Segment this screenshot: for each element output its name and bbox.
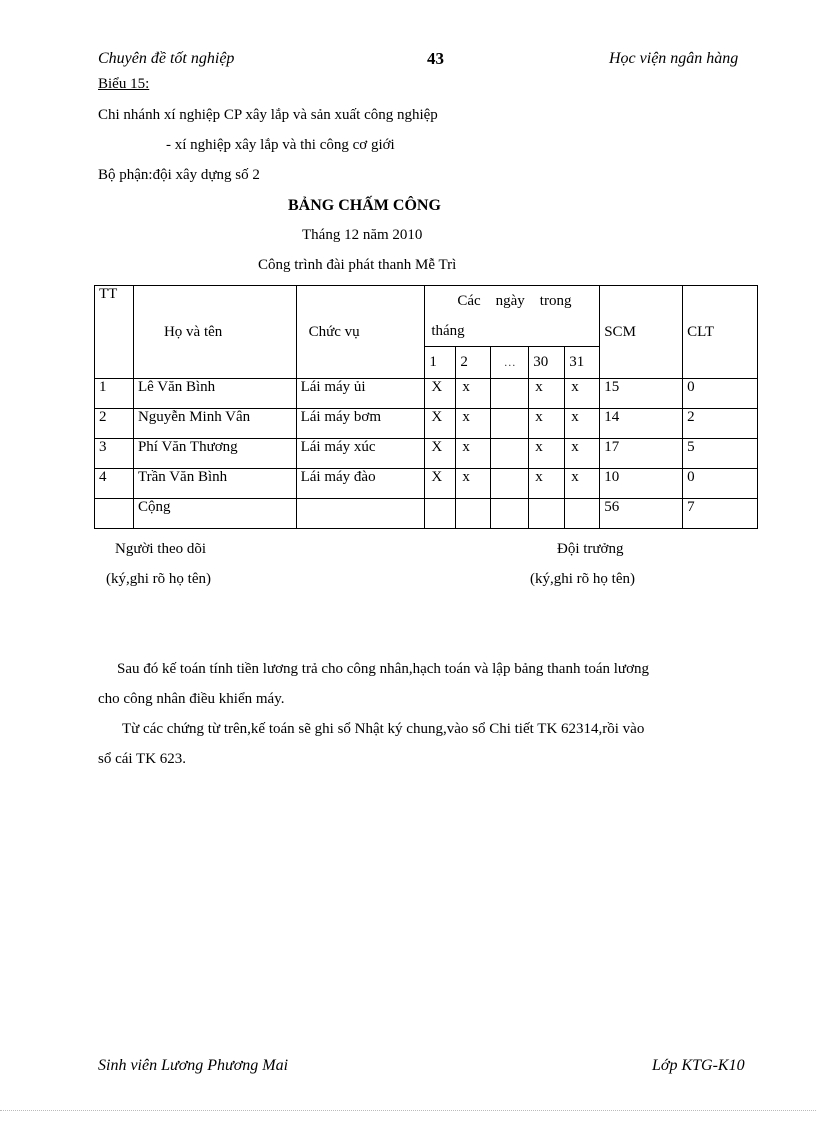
cell-d30: x [529,409,565,439]
cell-d31: x [565,409,600,439]
cell-clt: 2 [683,409,758,439]
day-header: 31 [565,347,600,379]
header-scm: SCM [600,286,683,379]
cell-d1: X [425,439,456,469]
cell-position: Lái máy bơm [296,409,425,439]
header-tt: TT [95,286,134,379]
signature-left-note: (ký,ghi rõ họ tên) [106,571,211,587]
cell-tt: 4 [95,469,134,499]
footer-divider [0,1110,816,1111]
cell-d31: x [565,379,600,409]
total-clt: 7 [683,499,758,529]
total-position [296,499,425,529]
cell-clt: 5 [683,439,758,469]
header-left: Chuyên đề tốt nghiệp [98,50,235,67]
day-header: 1 [425,347,456,379]
cell-d31: x [565,439,600,469]
cell-scm: 10 [600,469,683,499]
total-tt [95,499,134,529]
cell-clt: 0 [683,469,758,499]
footer-left: Sinh viên Lương Phương Mai [98,1057,289,1074]
table-row [95,469,758,499]
total-label: Cộng [133,499,296,529]
header-name: Họ và tên [133,286,296,379]
cell-name: Trần Văn Bình [133,469,296,499]
footer-right: Lớp KTG-K10 [652,1057,745,1074]
cell-name: Phí Văn Thương [133,439,296,469]
signature-left-title: Người theo dõi [115,541,207,557]
org-line-1: Chi nhánh xí nghiệp CP xây lắp và sản xuất công nghiệp [98,107,438,123]
cell-tt: 2 [95,409,134,439]
cell-tt: 1 [95,379,134,409]
department-line: Bộ phận:đội xây dựng số 2 [98,167,260,183]
total-day [491,499,529,529]
cell-d2: x [456,469,491,499]
cell-d30: x [529,469,565,499]
cell-d3 [491,469,529,499]
cell-position: Lái máy xúc [296,439,425,469]
day-header: 2 [456,347,491,379]
total-day [565,499,600,529]
cell-d1: X [425,409,456,439]
total-day [456,499,491,529]
cell-position: Lái máy ủi [296,379,425,409]
header-position: Chức vụ [296,286,425,379]
cell-d3 [491,439,529,469]
header-days-line2: tháng [431,323,465,339]
table-total-row [95,499,758,529]
table-header-row [95,286,758,347]
cell-d2: x [456,409,491,439]
cell-scm: 14 [600,409,683,439]
document-title: BẢNG CHẤM CÔNG [288,197,441,214]
cell-d1: X [425,379,456,409]
total-scm: 56 [600,499,683,529]
paragraph-1-line-1: Sau đó kế toán tính tiền lương trả cho công nhân,hạch toán và lập bảng thanh toán lương [117,661,649,677]
cell-scm: 15 [600,379,683,409]
header-days [425,286,600,347]
timesheet-table [94,285,758,529]
cell-d30: x [529,379,565,409]
cell-scm: 17 [600,439,683,469]
cell-position: Lái máy đào [296,469,425,499]
cell-d2: x [456,379,491,409]
signature-right-title: Đội trưởng [557,541,624,557]
header-clt: CLT [683,286,758,379]
cell-d2: x [456,439,491,469]
page-number: 43 [427,49,444,68]
signature-right-note: (ký,ghi rõ họ tên) [530,571,635,587]
document-month: Tháng 12 năm 2010 [302,227,423,243]
cell-tt: 3 [95,439,134,469]
cell-d31: x [565,469,600,499]
paragraph-2-line-1: Từ các chứng từ trên,kế toán sẽ ghi sổ Nhật ký chung,vào sổ Chi tiết TK 62314,rồi vào [122,721,645,737]
paragraph-2-line-2: sổ cái TK 623. [98,751,187,767]
figure-label: Biểu 15: [98,76,150,92]
day-header: … [491,347,529,379]
cell-d1: X [425,469,456,499]
project-name: Công trình đài phát thanh Mễ Trì [258,257,457,273]
day-header: 30 [529,347,565,379]
table-row [95,379,758,409]
cell-d30: x [529,439,565,469]
cell-clt: 0 [683,379,758,409]
table-row [95,409,758,439]
table-row [95,439,758,469]
header-days-line1: Các ngày trong [457,293,572,309]
cell-name: Lê Văn Bình [133,379,296,409]
org-line-2: - xí nghiệp xây lắp và thi công cơ giới [166,137,395,153]
total-day [529,499,565,529]
header-right: Học viện ngân hàng [609,50,739,67]
paragraph-1-line-2: cho công nhân điều khiển máy. [98,691,285,707]
cell-d3 [491,409,529,439]
total-day [425,499,456,529]
cell-d3 [491,379,529,409]
cell-name: Nguyễn Minh Vân [133,409,296,439]
